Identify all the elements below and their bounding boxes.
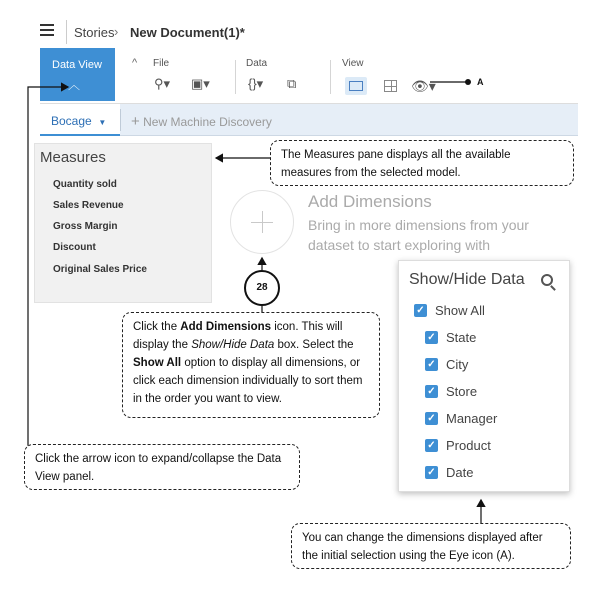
breadcrumb-chevron-icon: › (114, 24, 119, 39)
measure-item[interactable]: Sales Revenue (53, 200, 124, 211)
measure-item[interactable]: Quantity sold (53, 179, 117, 190)
dimension-checkbox[interactable]: ✓ (425, 439, 438, 452)
show-hide-title: Show/Hide Data (409, 271, 525, 288)
dimension-checkbox[interactable]: ✓ (425, 331, 438, 344)
braces-icon[interactable]: {}▾ (248, 76, 264, 91)
add-dimensions-description: Bring in more dimensions from your dataset to start exploring with (308, 217, 529, 253)
dimension-label[interactable]: Manager (446, 411, 498, 426)
measure-item[interactable]: Gross Margin (53, 221, 118, 232)
chevron-up-icon[interactable]: ︿ (68, 78, 81, 92)
eye-icon-callout: You can change the dimensions displayed after the initial selection using the Eye icon (A). (291, 523, 571, 569)
annotation-label-a: A (477, 77, 484, 87)
data-view-arrow-callout: Click the arrow icon to expand/collapse the Data View panel. (24, 444, 300, 490)
breadcrumb-stories[interactable]: Stories (74, 25, 115, 40)
add-dimensions-title: Add Dimensions (308, 192, 432, 211)
collapse-chevron-icon[interactable]: ^ (132, 57, 138, 69)
data-group-label: Data (246, 58, 268, 69)
dimension-label[interactable]: Date (446, 465, 474, 480)
caret-down-icon[interactable]: ▼ (98, 118, 107, 127)
add-dimensions-callout: Click the Add Dimensions icon. This will display the Show/Hide Data box. Select the Show All option to display all dimensions, or click each dimension individually to sort them in the order you want to view. (122, 312, 380, 418)
measure-item[interactable]: Original Sales Price (53, 264, 147, 275)
measures-callout: The Measures pane displays all the available measures from the selected model. (270, 140, 574, 186)
measures-title: Measures (40, 149, 106, 166)
dimension-label[interactable]: State (446, 330, 477, 345)
tab-bocage-label: Bocage ▼ (51, 114, 107, 128)
save-icon[interactable]: ▣▾ (191, 76, 210, 91)
dimension-checkbox[interactable]: ✓ (425, 358, 438, 371)
tab-new-machine-discovery[interactable]: + New Machine Discovery (131, 113, 272, 130)
wand-icon[interactable]: ⚲▾ (154, 76, 171, 91)
dimension-checkbox[interactable]: ✓ (425, 466, 438, 479)
dimension-checkbox[interactable]: ✓ (425, 412, 438, 425)
dimension-label[interactable]: Store (446, 384, 478, 399)
document-title: New Document(1)* (130, 25, 245, 40)
step-number-badge: 28 (244, 270, 280, 306)
dimension-label[interactable]: Product (446, 438, 491, 453)
measure-item[interactable]: Discount (53, 242, 96, 253)
eye-icon[interactable]: 👁▾ (411, 78, 436, 94)
data-view-label: Data View (52, 59, 102, 71)
file-group-label: File (153, 58, 170, 69)
view-group-label: View (342, 58, 364, 69)
plus-icon: + (131, 113, 140, 130)
dimension-checkbox[interactable]: ✓ (425, 385, 438, 398)
show-all-label[interactable]: Show All (435, 303, 485, 318)
copy-icon[interactable]: ⧉ (287, 76, 297, 91)
dimension-label[interactable]: City (446, 357, 469, 372)
show-all-checkbox[interactable]: ✓ (414, 304, 427, 317)
